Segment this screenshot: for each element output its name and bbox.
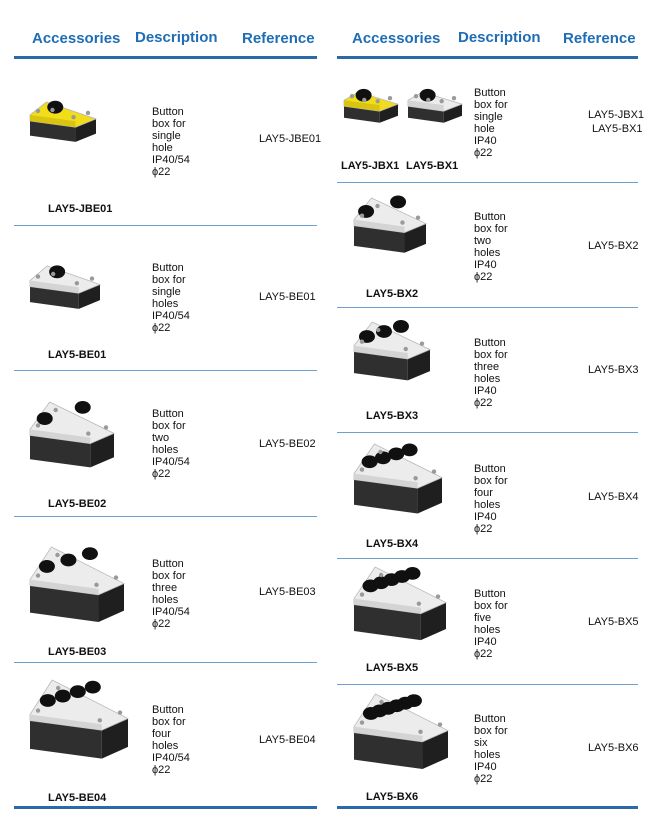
description-line: box for <box>152 118 186 130</box>
right-caption-5: LAY5-BX5 <box>366 662 419 674</box>
description-line: IP40 <box>474 636 497 648</box>
description-line: Button <box>152 408 184 420</box>
left-caption-3: LAY5-BE02 <box>48 498 107 510</box>
description-line: Button <box>152 262 184 274</box>
description-line: box for <box>474 725 508 737</box>
right-description-5 <box>474 588 544 660</box>
description-line: box for <box>152 420 186 432</box>
left-box-image-5 <box>28 676 132 771</box>
right-reference-4: LAY5-BX4 <box>588 491 639 503</box>
description-line: four <box>474 487 493 499</box>
description-line: ϕ22 <box>474 523 493 535</box>
description-line: Button <box>474 87 506 99</box>
left-box-image-4 <box>28 543 128 634</box>
description-line: box for <box>474 99 508 111</box>
left-caption-5: LAY5-BE04 <box>48 792 107 804</box>
description-line: IP40 <box>474 135 497 147</box>
description-line: two <box>474 235 492 247</box>
description-line: four <box>152 728 171 740</box>
left-row-divider <box>14 225 317 226</box>
right-caption-3: LAY5-BX3 <box>366 410 419 422</box>
right-caption-6: LAY5-BX6 <box>366 791 419 803</box>
description-line: three <box>152 582 178 594</box>
description-line: three <box>474 361 500 373</box>
header-reference-right: Reference <box>563 30 636 47</box>
right-description-3 <box>474 337 544 409</box>
right-box-image-1-yellow <box>342 88 402 135</box>
left-box-image-3 <box>28 398 118 480</box>
description-line: single <box>474 111 503 123</box>
left-box-image-1 <box>28 98 100 154</box>
description-line: ϕ22 <box>152 322 171 334</box>
right-box-image-2 <box>352 194 430 266</box>
right-reference-3: LAY5-BX3 <box>588 364 639 376</box>
header-description-left: Description <box>135 29 218 46</box>
right-box-image-3 <box>352 318 434 393</box>
right-box-image-1-white <box>406 88 466 135</box>
right-box-image-4 <box>352 440 446 526</box>
description-line: six <box>474 737 488 749</box>
description-line: box for <box>474 223 508 235</box>
description-line: IP40/54 <box>152 456 190 468</box>
description-line: hole <box>152 142 173 154</box>
description-line: five <box>474 612 492 624</box>
description-line: holes <box>474 247 501 259</box>
right-description-4 <box>474 463 544 535</box>
description-line: single <box>152 286 181 298</box>
right-description-2 <box>474 211 544 283</box>
header-accessories-left: Accessories <box>32 30 121 47</box>
description-line: ϕ22 <box>474 397 493 409</box>
left-caption-2: LAY5-BE01 <box>48 349 107 361</box>
right-row-divider <box>337 182 638 183</box>
description-line: IP40/54 <box>152 154 190 166</box>
description-line: holes <box>152 594 179 606</box>
right-box-image-5 <box>352 563 450 653</box>
description-line: IP40 <box>474 761 497 773</box>
description-line: holes <box>474 749 501 761</box>
description-line: ϕ22 <box>474 147 493 159</box>
left-reference-5: LAY5-BE04 <box>259 734 316 746</box>
right-caption-1b: LAY5-BX1 <box>406 160 459 172</box>
left-caption-4: LAY5-BE03 <box>48 646 107 658</box>
description-line: box for <box>474 600 508 612</box>
description-line: ϕ22 <box>152 468 171 480</box>
right-row-divider <box>337 684 638 685</box>
left-reference-3: LAY5-BE02 <box>259 438 316 450</box>
header-rule-left <box>14 56 317 59</box>
right-caption-1a: LAY5-JBX1 <box>341 160 400 172</box>
description-line: ϕ22 <box>152 618 171 630</box>
description-line: Button <box>474 211 506 223</box>
description-line: box for <box>152 274 186 286</box>
footer-rule-right <box>337 806 638 809</box>
description-line: IP40 <box>474 385 497 397</box>
description-line: IP40/54 <box>152 310 190 322</box>
header-accessories-right: Accessories <box>352 30 441 47</box>
right-description-6 <box>474 713 544 785</box>
description-line: holes <box>152 298 179 310</box>
description-line: Button <box>152 106 184 118</box>
left-description-5 <box>152 704 222 776</box>
description-line: holes <box>474 624 501 636</box>
left-description-3 <box>152 408 222 480</box>
header-reference-left: Reference <box>242 30 315 47</box>
left-reference-1: LAY5-JBE01 <box>259 133 322 145</box>
description-line: Button <box>474 463 506 475</box>
footer-rule-left <box>14 806 317 809</box>
description-line: holes <box>474 499 501 511</box>
left-box-image-2 <box>28 262 104 321</box>
description-line: IP40 <box>474 511 497 523</box>
description-line: Button <box>474 588 506 600</box>
description-line: holes <box>152 444 179 456</box>
right-row-divider <box>337 432 638 433</box>
right-description-1 <box>474 87 544 159</box>
left-caption-1: LAY5-JBE01 <box>48 203 113 215</box>
left-description-4 <box>152 558 222 630</box>
description-line: IP40/54 <box>152 752 190 764</box>
description-line: IP40 <box>474 259 497 271</box>
description-line: holes <box>474 373 501 385</box>
left-row-divider <box>14 662 317 663</box>
description-line: hole <box>474 123 495 135</box>
left-description-1 <box>152 106 222 178</box>
header-rule-right <box>337 56 638 59</box>
right-caption-2: LAY5-BX2 <box>366 288 419 300</box>
description-line: ϕ22 <box>152 166 171 178</box>
right-row-divider <box>337 558 638 559</box>
description-line: ϕ22 <box>474 271 493 283</box>
description-line: Button <box>152 704 184 716</box>
left-row-divider <box>14 516 317 517</box>
right-reference-5: LAY5-BX5 <box>588 616 639 628</box>
description-line: box for <box>474 349 508 361</box>
right-caption-4: LAY5-BX4 <box>366 538 419 550</box>
description-line: holes <box>152 740 179 752</box>
description-line: single <box>152 130 181 142</box>
header-description-right: Description <box>458 29 541 46</box>
description-line: Button <box>152 558 184 570</box>
description-line: IP40/54 <box>152 606 190 618</box>
left-row-divider <box>14 370 317 371</box>
description-line: two <box>152 432 170 444</box>
description-line: ϕ22 <box>152 764 171 776</box>
description-line: Button <box>474 713 506 725</box>
description-line: box for <box>152 716 186 728</box>
right-row-divider <box>337 307 638 308</box>
left-reference-2: LAY5-BE01 <box>259 291 316 303</box>
description-line: Button <box>474 337 506 349</box>
right-reference-2: LAY5-BX2 <box>588 240 639 252</box>
left-description-2 <box>152 262 222 334</box>
description-line: box for <box>152 570 186 582</box>
description-line: ϕ22 <box>474 648 493 660</box>
right-box-image-6 <box>352 690 452 781</box>
left-reference-4: LAY5-BE03 <box>259 586 316 598</box>
right-reference-6: LAY5-BX6 <box>588 742 639 754</box>
right-reference-1: LAY5-JBX1 <box>588 109 645 121</box>
description-line: ϕ22 <box>474 773 493 785</box>
description-line: box for <box>474 475 508 487</box>
right-reference-1b: LAY5-BX1 <box>592 123 643 135</box>
